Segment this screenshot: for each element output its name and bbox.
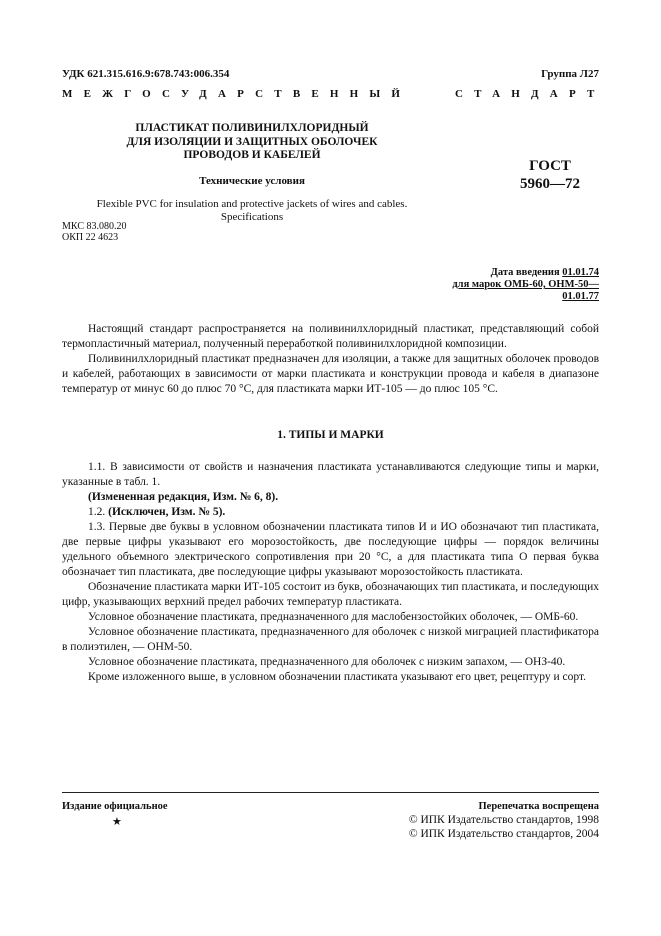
- star-icon: ★: [112, 816, 122, 828]
- banner-standard: СТАНДАРТ: [455, 88, 606, 100]
- mks-code: МКС 83.080.20: [62, 221, 127, 232]
- document-title: [84, 122, 420, 163]
- introduction-date: [452, 267, 599, 303]
- clause-1-2-note: (Исключен, Изм. № 5).: [108, 506, 226, 518]
- gost-block: [500, 157, 600, 193]
- copyright-2004: © ИПК Издательство стандартов, 2004: [408, 828, 599, 840]
- english-title-line-2: Specifications: [220, 211, 284, 223]
- group-code: Группа Л27: [541, 68, 599, 80]
- intro-paragraph: Настоящий стандарт распространяется на поливинилхлоридный пластикат, представляющий собой термопластичный материал, полученный переработкой поливинилхлоридной композиции.: [62, 323, 599, 350]
- section-body: [62, 460, 599, 685]
- date-prefix: Дата введения: [490, 267, 563, 278]
- english-title: [84, 198, 420, 224]
- clause-1-1-note: (Измененная редакция, Изм. № 6, 8).: [88, 491, 279, 503]
- intro-paragraph: Поливинилхлоридный пластикат предназначен для изоляции, а также для защитных оболочек проводов и кабелей, работающих в зависимости от марки пластиката и конструкции провода и кабеля в диапазоне температур от минус 60 до плюс 70 °С, для пластиката марки ИТ-105 — до плюс 105 °С.: [62, 353, 599, 395]
- title-line-3: ПРОВОДОВ И КАБЕЛЕЙ: [183, 149, 321, 161]
- date-value: 01.01.74: [562, 267, 599, 278]
- english-title-line-1: Flexible PVC for insulation and protective jackets of wires and cables.: [96, 198, 408, 210]
- clause-1-2-number: 1.2.: [88, 506, 109, 518]
- clause-paragraph: Кроме изложенного выше, в условном обозначении пластиката указывают его цвет, рецептуру и сорт.: [88, 671, 587, 683]
- copyright-1998: © ИПК Издательство стандартов, 1998: [408, 814, 599, 826]
- gost-label: ГОСТ: [529, 158, 571, 174]
- reprint-notice: Перепечатка воспрещена: [478, 801, 599, 812]
- clause-1-1: 1.1. В зависимости от свойств и назначения пластиката устанавливаются следующие типы и марки, указанные в табл. 1.: [62, 461, 599, 488]
- classification-codes: [62, 221, 126, 243]
- clause-paragraph: Обозначение пластиката марки ИТ-105 состоит из букв, обозначающих тип пластиката, и последующих цифр, указывающих верхний предел рабочих температур пластиката.: [62, 581, 599, 608]
- gost-number: 5960—72: [520, 176, 580, 192]
- okp-code: ОКП 22 4623: [62, 232, 119, 243]
- intro-text: [62, 322, 599, 397]
- section-heading: 1. ТИПЫ И МАРКИ: [277, 429, 384, 441]
- udk-code: УДК 621.315.616.9:678.743:006.354: [62, 68, 230, 80]
- clause-paragraph: Условное обозначение пластиката, предназначенного для оболочек с низким запахом, — ОНЗ-40.: [88, 656, 566, 668]
- official-edition: Издание официальное: [62, 801, 168, 812]
- banner-interstate: МЕЖГОСУДАРСТВЕННЫЙ: [62, 88, 412, 100]
- date-marks-line: для марок ОМБ-60, ОНМ-50—: [452, 279, 599, 290]
- title-line-2: ДЛЯ ИЗОЛЯЦИИ И ЗАЩИТНЫХ ОБОЛОЧЕК: [126, 135, 378, 148]
- clause-paragraph: Условное обозначение пластиката, предназначенного для маслобензостойких оболочек, — ОМБ-60.: [88, 611, 579, 623]
- document-subtitle: Технические условия: [199, 175, 305, 187]
- title-line-1: ПЛАСТИКАТ ПОЛИВИНИЛХЛОРИДНЫЙ: [135, 122, 369, 134]
- clause-paragraph: Условное обозначение пластиката, предназначенного для оболочек с низкой миграцией пластификатора в полиэтилен, — ОНМ-50.: [62, 626, 599, 653]
- date-marks-value: 01.01.77: [562, 291, 599, 302]
- clause-1-2: [62, 505, 599, 520]
- clause-1-3: 1.3. Первые две буквы в условном обозначении пластиката типов И и ИО обозначают тип пластиката, две первые цифры указывают его морозостойкость, две последующие цифры — порядок величины удельного объемного электрического сопротивления при 20 °С, а для пластиката типа О первая буква обозначает тип пластиката, две последующие цифры указывают морозостойкость пластиката.: [62, 521, 599, 578]
- footer-divider: [62, 792, 599, 793]
